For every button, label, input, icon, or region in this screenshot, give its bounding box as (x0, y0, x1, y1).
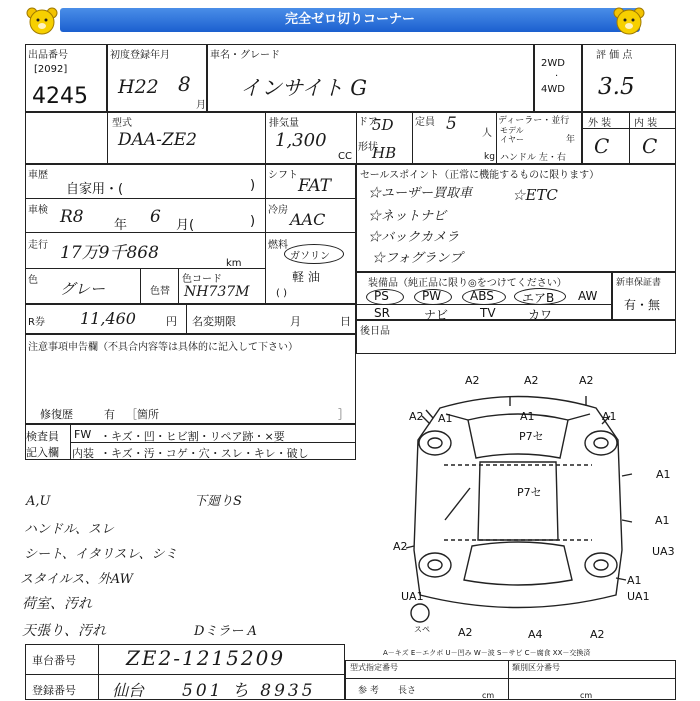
equipment-label: 装備品（純正品に限り◎をつけてください） (368, 278, 567, 289)
sales-point-4: ☆バックカメラ (368, 230, 460, 245)
fuel-diesel: 軽 油 (292, 270, 320, 284)
km-label: km (226, 258, 242, 269)
door-label: ドア (358, 117, 378, 128)
cc-label: CC (338, 151, 352, 162)
shift-label: シフト (268, 170, 298, 181)
ext-label: 外 装 (588, 118, 612, 129)
remark-left-4: スタイルス、外AW (20, 572, 133, 587)
diag-label-13: UA3 (652, 545, 675, 558)
handle-label: ハンドル 左・右 (500, 153, 566, 163)
lot-sub: [2092] (34, 64, 68, 75)
equip-row-div (356, 304, 612, 305)
inspector-line1: ・キズ・凹・ヒビ割・リペア跡・×要 (100, 430, 285, 443)
remark-left-6: 天張り、汚れ (22, 623, 106, 639)
cap-label: 定員 (415, 117, 435, 128)
inspector-fw: FW (74, 428, 92, 441)
cap-unit: 人 (482, 128, 492, 139)
color-div (140, 268, 141, 304)
insp-month-unit: 月( (176, 218, 195, 233)
ac-value: AAC (290, 210, 326, 229)
diag-label-6: A1 (438, 412, 453, 425)
spec-div4 (412, 112, 413, 164)
sales-point-1: ☆ユーザー買取車 (368, 186, 473, 201)
diag-label-5: A1 (520, 410, 535, 423)
repair-paren: ［箇所 (126, 408, 159, 421)
diag-label-1: A2 (465, 374, 480, 387)
color-value: グレー (60, 280, 106, 298)
diag-label-11: A2 (393, 540, 408, 553)
spec-div2 (265, 112, 266, 164)
equip-tv: TV (480, 306, 496, 320)
insp-year-unit: 年 (114, 218, 128, 233)
equip-pw: PW (422, 289, 442, 303)
diag-label-12: A1 (655, 514, 670, 527)
model-label: 型式 (112, 118, 132, 129)
repair-value: 有 (104, 408, 115, 421)
diag-label-19: A2 (590, 628, 605, 641)
kg-label: kg (484, 152, 495, 162)
equip-abs: ABS (470, 289, 494, 303)
dealer-label: ディーラー・並行 (498, 116, 570, 126)
sales-points-label: セールスポイント（正常に機能するものに限ります） (360, 170, 600, 181)
chassis-hdiv (25, 674, 345, 675)
model-year-label: モデル (500, 126, 524, 135)
inspector-label-2: 記入欄 (26, 446, 59, 459)
reg-month: 8 (178, 72, 191, 96)
ac-label: 冷房 (268, 205, 288, 216)
shift-value: FAT (298, 176, 332, 196)
rating-label: 評 価 点 (596, 50, 633, 61)
insp-close: ) (250, 214, 256, 229)
class-num-label: 類別区分番号 (512, 663, 560, 672)
equip-kawa: カワ (528, 308, 553, 322)
diag-label-18: A4 (528, 628, 543, 641)
color-change-label: 色替 (150, 286, 170, 297)
diag-label-17: A2 (458, 626, 473, 639)
length-label: 長さ (398, 686, 417, 696)
shape-value: HB (372, 144, 397, 162)
repair-label: 修復歴 (40, 408, 73, 421)
ref-label: 参 考 (358, 686, 379, 696)
door-value: 5D (372, 116, 394, 134)
remark-left-1: A,U (26, 494, 51, 509)
history-h1 (25, 198, 356, 199)
equip-navi: ナビ (424, 308, 449, 322)
fuel-gas: ガソリン (290, 251, 330, 262)
equip-ps: PS (374, 289, 389, 303)
recycle-value: 11,460 (80, 309, 136, 328)
color-code: NH737M (184, 284, 250, 300)
post-items-label: 後日品 (360, 326, 390, 337)
recycle-label: R券 (28, 317, 45, 328)
ext-int-div (629, 112, 630, 164)
history-value: 自家用・( (66, 182, 124, 197)
int-label: 内 装 (634, 118, 658, 129)
spec-div1 (107, 112, 108, 164)
remark-left-2: ハンドル、スレ (24, 522, 114, 537)
model-year-label2: イヤー (500, 135, 524, 144)
ext-value: C (594, 134, 610, 158)
inspect-label: 車検 (28, 205, 48, 216)
disp-value: 1,300 (275, 130, 327, 151)
chassis-vdiv (98, 644, 99, 700)
spec-box-div (508, 660, 509, 700)
drive-4wd: 4WD (541, 84, 565, 95)
banner (0, 0, 700, 40)
diag-label-16: UA1 (627, 590, 650, 603)
color-label: 色 (28, 275, 38, 286)
car-name-label: 車名・グレード (210, 50, 280, 61)
diag-label-2: A2 (524, 374, 539, 387)
drive-dot: · (555, 71, 559, 82)
diag-label-8: A1 (602, 410, 617, 423)
remark-left-5: 荷室、汚れ (22, 596, 92, 612)
color-div2 (178, 268, 179, 304)
title-month: 月 (290, 315, 301, 328)
inspector-inner: 内装 (72, 447, 94, 460)
inspector-line2: ・キズ・汚・コゲ・穴・スレ・キレ・破し (100, 447, 309, 460)
spec-div3 (356, 112, 357, 164)
diag-label-14: A1 (627, 574, 642, 587)
chassis-label: 車台番号 (32, 654, 76, 667)
diag-label-7: P7セ (519, 430, 544, 443)
history-label: 車歴 (28, 170, 48, 181)
diag-label-9: A1 (656, 468, 671, 481)
reg-region: 仙台 (112, 681, 145, 700)
first-reg-label: 初度登録年月 (110, 50, 170, 61)
chassis-value: ZE2-1215209 (126, 646, 286, 670)
shape-label: 形状 (358, 142, 378, 153)
insp-year: R8 (60, 207, 84, 227)
diag-label-15: UA1 (401, 590, 424, 603)
diagram-legend: A－キズ E－エクボ U－凹み W－波 S－サビ C－腐食 XX－交換済 (383, 649, 591, 657)
history-div (265, 164, 266, 304)
recycle-row (25, 304, 356, 334)
rating-value: 3.5 (598, 74, 635, 100)
title-label: 名変期限 (192, 315, 236, 328)
lot-number: 4245 (32, 84, 88, 109)
warranty-label: 新車保証書 (616, 278, 662, 288)
cm-label-2: cm (580, 691, 593, 700)
equip-airbag: エアB (522, 291, 555, 305)
repair-close: ］ (338, 408, 349, 421)
banner-title: 完全ゼロ切りコーナー (284, 12, 415, 27)
diag-label-20: スペ (414, 625, 430, 634)
sales-point-3: ☆ネットナビ (368, 209, 447, 224)
remark-right-6: Dミラー A (194, 624, 257, 639)
model-value: DAA-ZE2 (118, 130, 197, 150)
remark-right-1: 下廻りS (194, 494, 242, 509)
car-diagram (360, 370, 676, 645)
cap-value: 5 (446, 114, 457, 134)
bear-mascot-right-icon (612, 5, 646, 35)
spec-div5 (496, 112, 497, 164)
title-day: 日 (340, 315, 351, 328)
reg-year: H22 (118, 76, 159, 98)
sales-point-2: ☆ETC (512, 186, 558, 204)
warranty-value: 有・無 (624, 298, 661, 312)
spec-box-hdiv (345, 678, 676, 679)
reg-number: 501 ち 8935 (182, 681, 316, 701)
fuel-label: 燃料 (268, 240, 288, 251)
insp-month: 6 (150, 207, 161, 227)
notes-label: 注意事項申告欄（不具合内容等は具体的に記入して下さい） (28, 342, 298, 353)
int-value: C (642, 134, 658, 158)
history-close: ) (250, 178, 256, 193)
year-unit: 年 (566, 135, 576, 145)
cm-label-1: cm (482, 691, 495, 700)
fuel-paren: ( ) (276, 288, 287, 299)
disp-label: 排気量 (269, 118, 299, 129)
recycle-div (186, 304, 187, 334)
lot-no-label: 出品番号 (28, 50, 68, 61)
drive-2wd: 2WD (541, 58, 565, 69)
diag-label-3: A2 (579, 374, 594, 387)
reg-label: 登録番号 (32, 684, 76, 697)
bear-mascot-left-icon (25, 5, 59, 35)
remark-left-3: シート、イタリスレ、シミ (24, 547, 178, 562)
diag-label-10: P7セ (517, 486, 542, 499)
equip-sr: SR (374, 306, 390, 320)
sales-point-5: ☆フォグランプ (372, 251, 463, 266)
mileage-value: 17万9千868 (60, 243, 159, 263)
color-code-label: 色コード (182, 274, 222, 285)
inspector-label-1: 検査員 (26, 430, 59, 443)
diag-label-4: A2 (409, 410, 424, 423)
mileage-label: 走行 (28, 240, 48, 251)
post-items-box (356, 320, 676, 354)
car-name: インサイト G (240, 76, 367, 100)
yen-label: 円 (166, 315, 177, 328)
type-num-label: 型式指定番号 (350, 663, 398, 672)
month-unit: 月 (196, 100, 206, 111)
equip-aw: AW (578, 289, 598, 303)
